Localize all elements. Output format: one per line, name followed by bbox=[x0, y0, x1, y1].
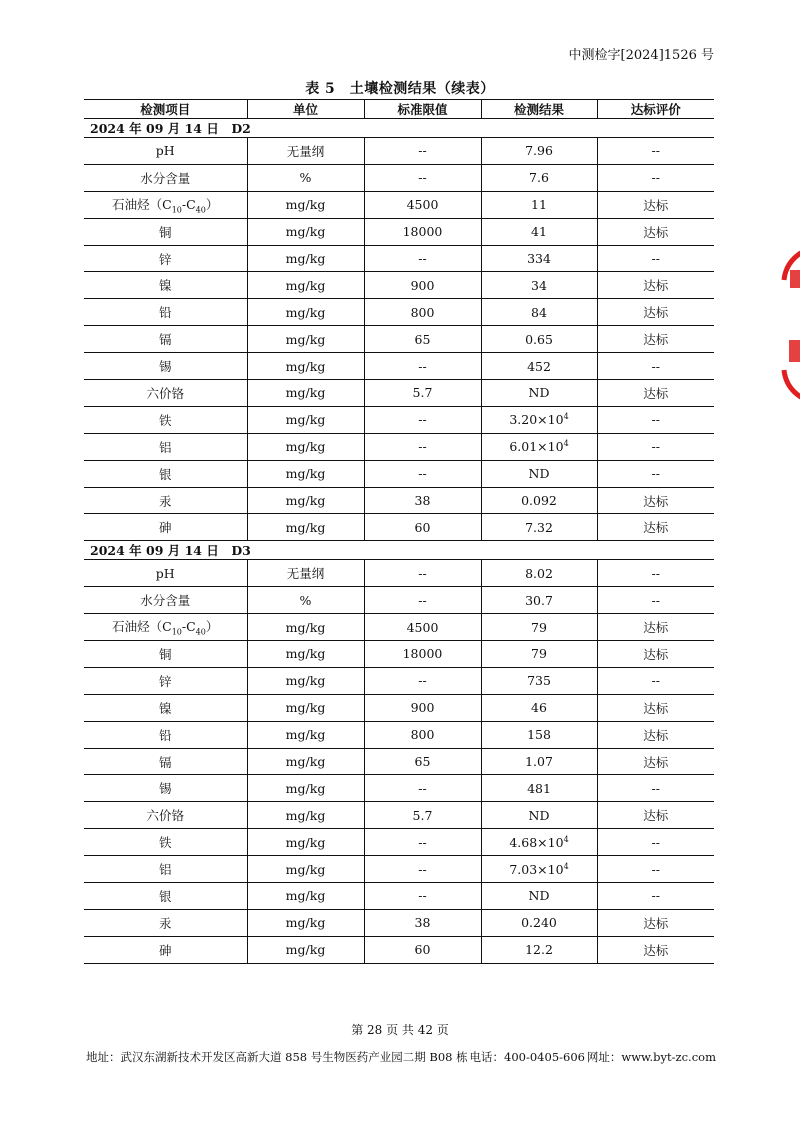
cell-item: 水分含量 bbox=[84, 164, 247, 191]
cell-result: $6.01\times 10^4$ bbox=[481, 433, 597, 460]
cell-result: 46 bbox=[481, 694, 597, 721]
cell-limit: -- bbox=[364, 587, 481, 614]
cell-evaluation: -- bbox=[597, 406, 714, 433]
header-evaluation: 达标评价 bbox=[597, 100, 714, 119]
cell-result: 334 bbox=[481, 245, 597, 272]
cell-result: 79 bbox=[481, 614, 597, 641]
cell-item: 铝 bbox=[84, 433, 247, 460]
table-row bbox=[84, 936, 714, 963]
cell-result: $3.20\times 10^4$ bbox=[481, 406, 597, 433]
table-row bbox=[84, 272, 714, 299]
cell-item: 石油烃$(C_{10}-C_{40})$ bbox=[84, 191, 247, 218]
cell-item: 镍 bbox=[84, 272, 247, 299]
section-date-row bbox=[84, 119, 714, 138]
cell-unit: mg/kg bbox=[247, 406, 364, 433]
header-item: 检测项目 bbox=[84, 100, 247, 119]
cell-unit: % bbox=[247, 164, 364, 191]
cell-unit: mg/kg bbox=[247, 487, 364, 514]
cell-unit: mg/kg bbox=[247, 460, 364, 487]
table-row bbox=[84, 694, 714, 721]
table-row bbox=[84, 641, 714, 668]
table-row bbox=[84, 353, 714, 380]
cell-evaluation: 达标 bbox=[597, 191, 714, 218]
cell-item: 铜 bbox=[84, 641, 247, 668]
cell-item: 石油烃$(C_{10}-C_{40})$ bbox=[84, 614, 247, 641]
cell-result: 481 bbox=[481, 775, 597, 802]
results-table bbox=[84, 99, 714, 964]
cell-item: 铁 bbox=[84, 406, 247, 433]
cell-unit: 无量纲 bbox=[247, 560, 364, 587]
cell-evaluation: 达标 bbox=[597, 641, 714, 668]
cell-item: 水分含量 bbox=[84, 587, 247, 614]
cell-unit: mg/kg bbox=[247, 694, 364, 721]
cell-limit: 60 bbox=[364, 514, 481, 541]
cell-unit: mg/kg bbox=[247, 667, 364, 694]
cell-limit: 800 bbox=[364, 721, 481, 748]
cell-limit: -- bbox=[364, 560, 481, 587]
cell-unit: mg/kg bbox=[247, 641, 364, 668]
cell-unit: mg/kg bbox=[247, 272, 364, 299]
table-row bbox=[84, 560, 714, 587]
cell-evaluation: 达标 bbox=[597, 802, 714, 829]
cell-result: 0.65 bbox=[481, 326, 597, 353]
cell-evaluation: 达标 bbox=[597, 909, 714, 936]
table-row bbox=[84, 164, 714, 191]
cell-unit: mg/kg bbox=[247, 909, 364, 936]
footer-phone: 电话：400-0405-606 bbox=[469, 1050, 585, 1064]
cell-result: $7.03\times 10^4$ bbox=[481, 856, 597, 883]
footer-contact bbox=[86, 1049, 716, 1065]
cell-evaluation: 达标 bbox=[597, 694, 714, 721]
cell-limit: 4500 bbox=[364, 191, 481, 218]
cell-item: 银 bbox=[84, 460, 247, 487]
cell-unit: % bbox=[247, 587, 364, 614]
cell-evaluation: 达标 bbox=[597, 218, 714, 245]
cell-limit: -- bbox=[364, 667, 481, 694]
cell-result: 34 bbox=[481, 272, 597, 299]
cell-item: 镍 bbox=[84, 694, 247, 721]
cell-evaluation: 达标 bbox=[597, 299, 714, 326]
table-row bbox=[84, 326, 714, 353]
table-row bbox=[84, 802, 714, 829]
cell-limit: 60 bbox=[364, 936, 481, 963]
cell-limit: -- bbox=[364, 460, 481, 487]
cell-evaluation: -- bbox=[597, 856, 714, 883]
cell-item: 镉 bbox=[84, 748, 247, 775]
cell-unit: mg/kg bbox=[247, 245, 364, 272]
cell-limit: 38 bbox=[364, 909, 481, 936]
table-row bbox=[84, 587, 714, 614]
table-row bbox=[84, 667, 714, 694]
cell-evaluation: -- bbox=[597, 883, 714, 910]
cell-limit: 65 bbox=[364, 748, 481, 775]
table-row bbox=[84, 380, 714, 407]
cell-limit: 18000 bbox=[364, 641, 481, 668]
cell-evaluation: -- bbox=[597, 460, 714, 487]
cell-limit: 38 bbox=[364, 487, 481, 514]
table-row bbox=[84, 909, 714, 936]
cell-item: 铅 bbox=[84, 721, 247, 748]
table-body bbox=[84, 119, 714, 964]
cell-item: 铅 bbox=[84, 299, 247, 326]
cell-limit: 900 bbox=[364, 272, 481, 299]
cell-unit: mg/kg bbox=[247, 380, 364, 407]
cell-evaluation: -- bbox=[597, 164, 714, 191]
cell-item: 锡 bbox=[84, 775, 247, 802]
table-row bbox=[84, 856, 714, 883]
table-row bbox=[84, 218, 714, 245]
section-date: 2024 年 09 月 14 日 D2 bbox=[84, 119, 714, 138]
cell-unit: mg/kg bbox=[247, 856, 364, 883]
cell-evaluation: 达标 bbox=[597, 326, 714, 353]
cell-evaluation: -- bbox=[597, 433, 714, 460]
cell-result: 8.02 bbox=[481, 560, 597, 587]
cell-item: 汞 bbox=[84, 909, 247, 936]
seal-stamp-fragment bbox=[780, 250, 800, 400]
cell-evaluation: -- bbox=[597, 829, 714, 856]
cell-unit: mg/kg bbox=[247, 614, 364, 641]
cell-evaluation: -- bbox=[597, 245, 714, 272]
cell-result: 7.32 bbox=[481, 514, 597, 541]
table-row bbox=[84, 460, 714, 487]
cell-evaluation: -- bbox=[597, 138, 714, 165]
cell-evaluation: 达标 bbox=[597, 614, 714, 641]
cell-evaluation: 达标 bbox=[597, 514, 714, 541]
header-result: 检测结果 bbox=[481, 100, 597, 119]
cell-result: 12.2 bbox=[481, 936, 597, 963]
cell-result: 158 bbox=[481, 721, 597, 748]
table-row bbox=[84, 245, 714, 272]
cell-unit: mg/kg bbox=[247, 775, 364, 802]
cell-evaluation: 达标 bbox=[597, 721, 714, 748]
cell-unit: mg/kg bbox=[247, 433, 364, 460]
cell-result: ND bbox=[481, 802, 597, 829]
cell-result: ND bbox=[481, 883, 597, 910]
cell-limit: -- bbox=[364, 775, 481, 802]
cell-limit: 4500 bbox=[364, 614, 481, 641]
cell-result: 11 bbox=[481, 191, 597, 218]
cell-evaluation: 达标 bbox=[597, 748, 714, 775]
header-row bbox=[84, 100, 714, 119]
cell-result: ND bbox=[481, 380, 597, 407]
cell-evaluation: 达标 bbox=[597, 272, 714, 299]
page-number: 第 28 页 共 42 页 bbox=[351, 1023, 449, 1037]
cell-limit: -- bbox=[364, 883, 481, 910]
cell-limit: -- bbox=[364, 829, 481, 856]
cell-limit: 900 bbox=[364, 694, 481, 721]
footer-website: 网址：www.byt-zc.com bbox=[586, 1050, 716, 1064]
cell-unit: mg/kg bbox=[247, 721, 364, 748]
cell-limit: -- bbox=[364, 164, 481, 191]
cell-result: 735 bbox=[481, 667, 597, 694]
cell-result: 1.07 bbox=[481, 748, 597, 775]
table-row bbox=[84, 299, 714, 326]
cell-limit: 5.7 bbox=[364, 802, 481, 829]
cell-result: 30.7 bbox=[481, 587, 597, 614]
table-row bbox=[84, 406, 714, 433]
table-row bbox=[84, 748, 714, 775]
cell-item: 铝 bbox=[84, 856, 247, 883]
cell-result: $4.68\times 10^4$ bbox=[481, 829, 597, 856]
cell-limit: 5.7 bbox=[364, 380, 481, 407]
cell-unit: mg/kg bbox=[247, 299, 364, 326]
cell-evaluation: -- bbox=[597, 560, 714, 587]
cell-limit: -- bbox=[364, 245, 481, 272]
cell-unit: mg/kg bbox=[247, 802, 364, 829]
cell-limit: -- bbox=[364, 138, 481, 165]
header-unit: 单位 bbox=[247, 100, 364, 119]
cell-unit: mg/kg bbox=[247, 514, 364, 541]
cell-item: 砷 bbox=[84, 936, 247, 963]
cell-item: 铁 bbox=[84, 829, 247, 856]
cell-result: 84 bbox=[481, 299, 597, 326]
table-row bbox=[84, 191, 714, 218]
cell-evaluation: 达标 bbox=[597, 487, 714, 514]
cell-unit: mg/kg bbox=[247, 191, 364, 218]
table-row bbox=[84, 433, 714, 460]
cell-evaluation: -- bbox=[597, 667, 714, 694]
cell-item: 锌 bbox=[84, 245, 247, 272]
header-limit: 标准限值 bbox=[364, 100, 481, 119]
cell-unit: mg/kg bbox=[247, 829, 364, 856]
cell-item: 六价铬 bbox=[84, 802, 247, 829]
cell-limit: 800 bbox=[364, 299, 481, 326]
cell-item: 砷 bbox=[84, 514, 247, 541]
cell-result: 41 bbox=[481, 218, 597, 245]
cell-unit: 无量纲 bbox=[247, 138, 364, 165]
cell-evaluation: 达标 bbox=[597, 936, 714, 963]
table-row bbox=[84, 721, 714, 748]
cell-item: pH bbox=[84, 138, 247, 165]
section-date-row bbox=[84, 541, 714, 560]
cell-limit: -- bbox=[364, 353, 481, 380]
cell-result: 7.6 bbox=[481, 164, 597, 191]
cell-unit: mg/kg bbox=[247, 883, 364, 910]
cell-unit: mg/kg bbox=[247, 353, 364, 380]
cell-evaluation: 达标 bbox=[597, 380, 714, 407]
cell-limit: 65 bbox=[364, 326, 481, 353]
table-row bbox=[84, 614, 714, 641]
cell-item: 铜 bbox=[84, 218, 247, 245]
cell-result: 79 bbox=[481, 641, 597, 668]
table-row bbox=[84, 829, 714, 856]
cell-evaluation: -- bbox=[597, 775, 714, 802]
table-row bbox=[84, 514, 714, 541]
cell-result: 0.240 bbox=[481, 909, 597, 936]
footer-address: 地址：武汉东湖新技术开发区高新大道 858 号生物医药产业园二期 B08 栋 bbox=[86, 1050, 468, 1064]
table-row bbox=[84, 487, 714, 514]
cell-evaluation: -- bbox=[597, 353, 714, 380]
cell-result: 0.092 bbox=[481, 487, 597, 514]
cell-result: ND bbox=[481, 460, 597, 487]
cell-limit: -- bbox=[364, 856, 481, 883]
table-row bbox=[84, 775, 714, 802]
cell-evaluation: -- bbox=[597, 587, 714, 614]
cell-unit: mg/kg bbox=[247, 748, 364, 775]
section-date: 2024 年 09 月 14 日 D3 bbox=[84, 541, 714, 560]
table-row bbox=[84, 138, 714, 165]
cell-item: 六价铬 bbox=[84, 380, 247, 407]
document-number: 中测检字[2024]1526 号 bbox=[568, 48, 714, 63]
cell-item: 镉 bbox=[84, 326, 247, 353]
cell-unit: mg/kg bbox=[247, 326, 364, 353]
cell-result: 7.96 bbox=[481, 138, 597, 165]
cell-unit: mg/kg bbox=[247, 936, 364, 963]
cell-item: 汞 bbox=[84, 487, 247, 514]
cell-unit: mg/kg bbox=[247, 218, 364, 245]
cell-limit: 18000 bbox=[364, 218, 481, 245]
cell-item: 锌 bbox=[84, 667, 247, 694]
cell-item: 银 bbox=[84, 883, 247, 910]
cell-result: 452 bbox=[481, 353, 597, 380]
cell-item: pH bbox=[84, 560, 247, 587]
table-title: 表 5 土壤检测结果（续表） bbox=[305, 81, 495, 97]
cell-item: 锡 bbox=[84, 353, 247, 380]
table-row bbox=[84, 883, 714, 910]
cell-limit: -- bbox=[364, 406, 481, 433]
cell-limit: -- bbox=[364, 433, 481, 460]
